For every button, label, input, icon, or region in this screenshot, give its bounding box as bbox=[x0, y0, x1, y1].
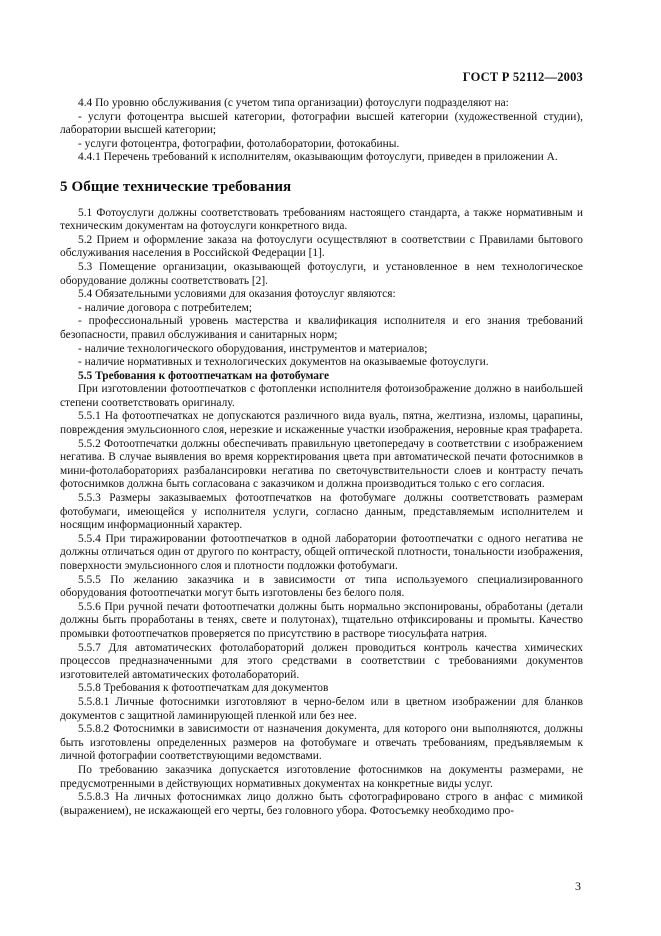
list-item: - услуги фотоцентра высшей категории, фотографии высшей категории (художественной студии), лаборатории высшей категории; bbox=[60, 110, 583, 137]
paragraph-5-5-7: 5.5.7 Для автоматических фотолабораторий должен проводиться контроль качества химических процессов предназначенными для этого средствами в соответствии с требованиями документов изготовителей автоматических фотолабораторий. bbox=[60, 641, 583, 681]
subsection-title: 5.5 Требования к фотоотпечаткам на фотобумаге bbox=[78, 369, 330, 382]
paragraph-4-4-1: 4.4.1 Перечень требований к исполнителям, оказывающим фотоуслуги, приведен в приложении А. bbox=[78, 151, 558, 164]
paragraph-5-5-5: 5.5.5 По желанию заказчика и в зависимости от типа используемого специализированного оборудования фотоотпечатки могут быть изготовлены без белого поля. bbox=[60, 573, 583, 600]
list-item: - наличие нормативных и технологических документов на оказываемые фотоуслуги. bbox=[78, 356, 489, 369]
list-item: - профессиональный уровень мастерства и квалификация исполнителя и его знания требований безопасности, правил обслуживания и санитарных норм; bbox=[60, 315, 583, 341]
page-number: 3 bbox=[575, 879, 581, 893]
paragraph-4-4: 4.4 По уровню обслуживания (с учетом типа организации) фотоуслуги подразделяют на: bbox=[78, 97, 509, 109]
paragraph-5-5-8-2: 5.5.8.2 Фотоснимки в зависимости от назначения документа, для которого они выполняются, должны быть изготовлены определенных размеров на фотобумаге и отвечать требованиям, предъявляемым к личной фотографии соответствующими ведомствами. bbox=[60, 723, 583, 763]
paragraph-5-3: 5.3 Помещение организации, оказывающей фотоуслуги, и установленное в нем технологическое оборудование должны соответствовать [2]. bbox=[60, 260, 583, 287]
document-code-header: ГОСТ Р 52112—2003 bbox=[462, 70, 583, 84]
paragraph-5-5-4: 5.5.4 При тиражировании фотоотпечатков в одной лаборатории фотоотпечатки с одного негатива не должны отличаться один от другого по контрасту, общей оптической плотности, тональности изображения, поверхности эмульсионного слоя и плотности подложки фотобумаги. bbox=[60, 532, 583, 572]
paragraph-5-1: 5.1 Фотоуслуги должны соответствовать требованиям настоящего стандарта, а также нормативным и техническим документам на фотоуслуги конкретного вида. bbox=[60, 206, 583, 233]
list-item: - наличие технологического оборудования, инструментов и материалов; bbox=[78, 342, 428, 355]
list-item: - наличие договора с потребителем; bbox=[78, 301, 253, 314]
document-body bbox=[60, 97, 583, 818]
paragraph-5-2: 5.2 Прием и оформление заказа на фотоуслуги осуществляют в соответствии с Правилами бытового обслуживания населения в Российской Федерации [1]. bbox=[60, 233, 583, 260]
paragraph-5-5-intro: При изготовлении фотоотпечатков с фотопленки исполнителя фотоизображение должно в наибольшей степени соответствовать оригиналу. bbox=[60, 383, 583, 409]
paragraph-5-5-8-3: 5.5.8.3 На личных фотоснимках лицо должно быть сфотографировано строго в анфас с мимикой (выражением), не искажающей его черты, без головного убора. Фотосъемку необходимо про- bbox=[60, 791, 583, 817]
paragraph-5-5-3: 5.5.3 Размеры заказываемых фотоотпечатков на фотобумаге должны соответствовать размерам фотобумаги, имеющейся у исполнителя услуги, согласно данным, представляемым исполнителем и носящим информационный характер. bbox=[60, 492, 583, 532]
paragraph-5-5-8-1: 5.5.8.1 Личные фотоснимки изготовляют в черно-белом или в цветном изображении для бланков документов с защитной ламинирующей пленкой или без нее. bbox=[60, 695, 583, 722]
paragraph-5-4: 5.4 Обязательными условиями для оказания фотоуслуг являются: bbox=[78, 288, 396, 301]
paragraph-5-5-6: 5.5.6 При ручной печати фотоотпечатки должны быть нормально экспонированы, обработаны (детали должны быть проработаны в тенях, свете и полутонах), тщательно отфиксированы и промыты. Качество промывки фотоотпечатков проверяется по присутствию в растворе тиосульфата натрия. bbox=[60, 600, 583, 640]
paragraph-5-5-1: 5.5.1 На фотоотпечатках не допускаются различного вида вуаль, пятна, желтизна, изломы, царапины, повреждения эмульсионного слоя, нерезкие и искаженные участки изображения, неровные края трафарета. bbox=[60, 410, 583, 437]
section-title: 5 Общие технические требования bbox=[60, 178, 292, 195]
paragraph-5-5-8-2-note: По требованию заказчика допускается изготовление фотоснимков на документы размерами, не предусмотренными в действующих нормативных документах на конкретные виды услуг. bbox=[60, 763, 583, 790]
paragraph-5-5-8: 5.5.8 Требования к фотоотпечаткам для документов bbox=[78, 682, 329, 695]
list-item: - услуги фотоцентра, фотографии, фотолаборатории, фотокабины. bbox=[78, 137, 400, 150]
paragraph-5-5-2: 5.5.2 Фотоотпечатки должны обеспечивать правильную цветопередачу в соответствии с изображением негатива. В случае выявления во время корректирования цвета при автоматической печати фотоснимков в мини-фотолабораториях разбалансировки негатива по светочувствительности слоев и контрасту печать фотоснимков должна быть согласована с заказчиком и должна производиться только с его согласия. bbox=[60, 437, 583, 491]
